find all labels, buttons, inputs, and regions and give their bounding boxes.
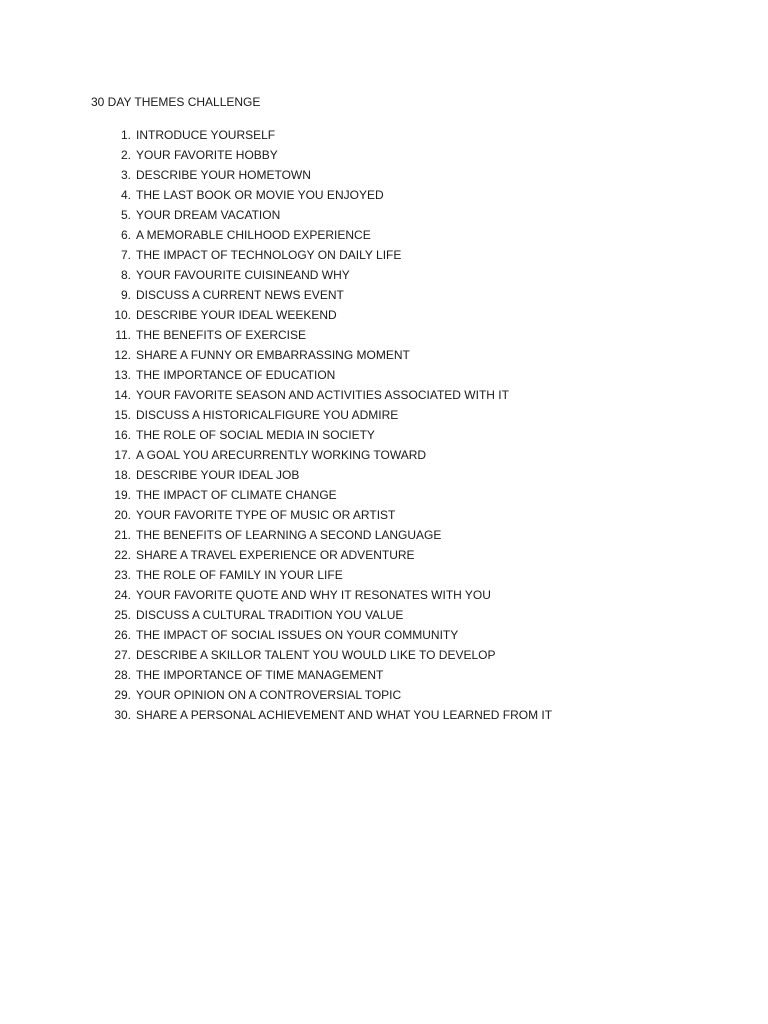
list-item [91,386,691,406]
list-item-text: THE IMPORTANCE OF TIME MANAGEMENT [136,668,384,682]
list-item-text: SHARE A PERSONAL ACHIEVEMENT AND WHAT YOU LEARNED FROM IT [136,708,553,722]
list-item-text: DISCUSS A CULTURAL TRADITION YOU VALUE [136,608,404,622]
list-item-text: A GOAL YOU ARECURRENTLY WORKING TOWARD [136,448,427,462]
document-title: 30 DAY THEMES CHALLENGE [91,95,261,109]
list-item-text: DESCRIBE YOUR IDEAL JOB [136,468,300,482]
list-item-number: 25. [114,608,131,622]
list-item-text: DESCRIBE YOUR IDEAL WEEKEND [136,308,337,322]
list-item [91,126,691,146]
list-item [91,186,691,206]
list-item-text: THE IMPORTANCE OF EDUCATION [136,368,336,382]
list-item-number: 27. [114,648,131,662]
list-item [91,526,691,546]
list-item [91,326,691,346]
list-item-text: THE IMPACT OF SOCIAL ISSUES ON YOUR COMMUNITY [136,628,459,642]
list-item [91,346,691,366]
list-item-number: 3. [120,168,131,182]
list-item-text: YOUR FAVOURITE CUISINEAND WHY [136,268,350,282]
list-item [91,566,691,586]
list-item-text: SHARE A FUNNY OR EMBARRASSING MOMENT [136,348,410,362]
list-item-number: 10. [114,308,131,322]
list-item-text: YOUR FAVORITE TYPE OF MUSIC OR ARTIST [136,508,396,522]
list-item-number: 11. [115,328,131,342]
list-item [91,666,691,686]
list-item [91,266,691,286]
list-item-number: 2. [120,148,131,162]
list-item-text: YOUR FAVORITE SEASON AND ACTIVITIES ASSOCIATED WITH IT [136,388,509,402]
list-item-number: 30. [114,708,131,722]
list-item-text: A MEMORABLE CHILHOOD EXPERIENCE [136,228,371,242]
list-item-number: 28. [114,668,131,682]
list-item [91,206,691,226]
list-item-text: THE ROLE OF SOCIAL MEDIA IN SOCIETY [136,428,375,442]
list-item-number: 6. [120,228,131,242]
list-item-text: YOUR OPINION ON A CONTROVERSIAL TOPIC [136,688,402,702]
list-item [91,306,691,326]
list-item-text: THE LAST BOOK OR MOVIE YOU ENJOYED [136,188,384,202]
list-item [91,246,691,266]
list-item-number: 22. [114,548,131,562]
list-item-text: THE IMPACT OF TECHNOLOGY ON DAILY LIFE [136,248,402,262]
list-item [91,226,691,246]
list-item [91,286,691,306]
list-item-number: 18. [114,468,131,482]
list-item [91,606,691,626]
list-item-number: 12. [114,348,131,362]
list-item-text: SHARE A TRAVEL EXPERIENCE OR ADVENTURE [136,548,415,562]
list-item-number: 7. [120,248,131,262]
list-item-number: 26. [114,628,131,642]
list-item-text: INTRODUCE YOURSELF [136,128,276,142]
list-item-text: YOUR FAVORITE QUOTE AND WHY IT RESONATES WITH YOU [136,588,491,602]
list-item [91,166,691,186]
list-item [91,586,691,606]
list-item-text: THE BENEFITS OF LEARNING A SECOND LANGUAGE [136,528,442,542]
list-item [91,646,691,666]
list-item-number: 20. [114,508,131,522]
list-item [91,486,691,506]
list-item-text: DESCRIBE A SKILLOR TALENT YOU WOULD LIKE TO DEVELOP [136,648,496,662]
list-item-text: YOUR DREAM VACATION [136,208,281,222]
list-item-number: 24. [114,588,131,602]
list-item-number: 16. [114,428,131,442]
list-item-number: 1. [120,128,131,142]
list-item-number: 5. [120,208,131,222]
list-item-text: DESCRIBE YOUR HOMETOWN [136,168,311,182]
list-item [91,366,691,386]
list-item-text: YOUR FAVORITE HOBBY [136,148,278,162]
themes-list [91,126,691,726]
list-item [91,426,691,446]
list-item-number: 14. [114,388,131,402]
list-item-number: 8. [120,268,131,282]
list-item-number: 9. [120,288,131,302]
list-item [91,626,691,646]
list-item [91,506,691,526]
list-item [91,706,691,726]
list-item [91,406,691,426]
list-item [91,466,691,486]
list-item [91,686,691,706]
list-item-text: DISCUSS A CURRENT NEWS EVENT [136,288,344,302]
list-item [91,146,691,166]
list-item-text: DISCUSS A HISTORICALFIGURE YOU ADMIRE [136,408,399,422]
list-item-number: 19. [114,488,131,502]
list-item-number: 15. [114,408,131,422]
list-item-number: 29. [114,688,131,702]
list-item-number: 13. [114,368,131,382]
list-item-text: THE IMPACT OF CLIMATE CHANGE [136,488,337,502]
list-item-text: THE ROLE OF FAMILY IN YOUR LIFE [136,568,343,582]
list-item-text: THE BENEFITS OF EXERCISE [136,328,307,342]
list-item-number: 17. [114,448,131,462]
list-item-number: 23. [114,568,131,582]
list-item-number: 4. [120,188,131,202]
list-item [91,546,691,566]
list-item [91,446,691,466]
list-item-number: 21. [114,528,131,542]
